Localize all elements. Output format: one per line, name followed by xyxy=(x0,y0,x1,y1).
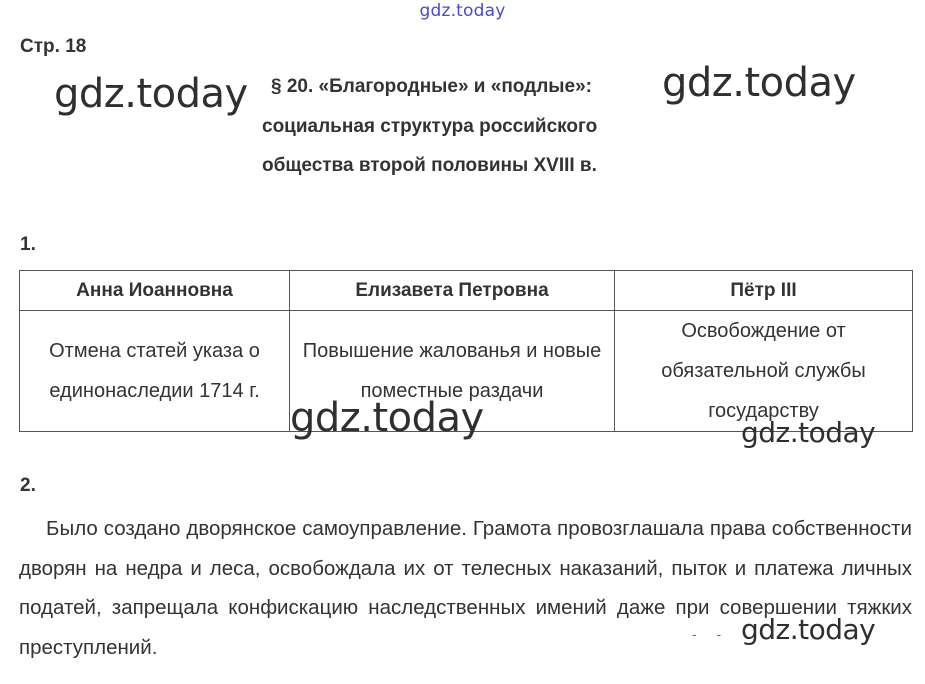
table-cell: Повышение жалованья и новые поместные раздачи xyxy=(290,311,615,432)
decorative-dashes: - - xyxy=(692,626,730,642)
watermark: gdz.today xyxy=(54,71,248,117)
task2-number: 2. xyxy=(20,475,36,496)
watermark: gdz.today xyxy=(662,60,856,106)
table-cell: Отмена статей указа о единонаследии 1714 г. xyxy=(20,311,290,432)
watermark-top: gdz.today xyxy=(419,1,506,21)
answer-text: Было создано дворянское самоуправление. Грамота провозглашала права собственности дворян на недра и леса, освобождала их от телесных наказаний, пыток и платежа личных податей, запрещала конфискацию наследственных имений даже при совершении тяжких преступлений. xyxy=(19,517,912,659)
watermark: gdz.today xyxy=(741,613,876,646)
section-title-line3: общества второй половины XVIII в. xyxy=(262,155,597,176)
table-cell: Освобождение от обязательной службы государству xyxy=(615,311,913,432)
section-title-line1: § 20. «Благородные» и «подлые»: xyxy=(271,76,592,97)
table-header-cell: Елизавета Петровна xyxy=(290,271,615,311)
table-header-cell: Анна Иоанновна xyxy=(20,271,290,311)
watermark: gdz.today xyxy=(741,416,876,449)
task1-number: 1. xyxy=(20,234,36,255)
section-title-line2: социальная структура российского xyxy=(262,116,598,137)
watermark: gdz.today xyxy=(290,395,484,441)
table-header-cell: Пётр III xyxy=(615,271,913,311)
page-number: Стр. 18 xyxy=(20,36,87,57)
table-header-row xyxy=(20,271,913,311)
